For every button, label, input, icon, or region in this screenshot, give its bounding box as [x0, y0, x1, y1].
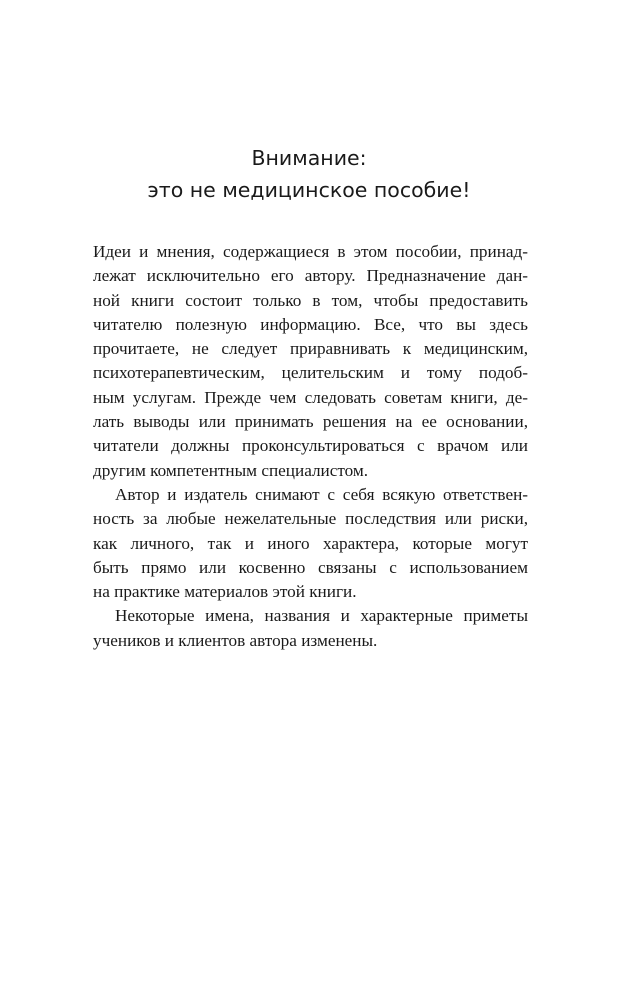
text-line: читатели должны проконсультироваться с врачом или — [93, 436, 528, 456]
text-line: прочитаете, не следует приравнивать к медицинским, — [93, 339, 528, 359]
disclaimer-body — [93, 240, 528, 653]
text-line: ным услугам. Прежде чем следовать советам книги, де- — [93, 387, 528, 407]
text-line: как личного, так и иного характера, которые могут — [93, 533, 528, 553]
text-line: учеников и клиентов автора изменены. — [93, 630, 378, 650]
text-line: ность за любые нежелательные последствия или риски, — [93, 509, 528, 529]
text-line: психотерапевтическим, целительским и тому подоб- — [93, 363, 528, 383]
text-line: быть прямо или косвенно связаны с использованием — [93, 557, 528, 577]
text-line: Некоторые имена, названия и характерные приметы — [115, 606, 528, 626]
text-line: лать выводы или принимать решения на ее основании, — [93, 412, 528, 432]
text-line: лежат исключительно его автору. Предназначение дан- — [93, 266, 528, 286]
heading-line-2: это не медицинское пособие! — [147, 178, 471, 202]
text-line: Автор и издатель снимают с себя всякую ответствен- — [115, 484, 528, 504]
paragraph-3 — [93, 604, 528, 653]
text-line: на практике материалов этой книги. — [93, 582, 357, 602]
paragraph-1 — [93, 240, 528, 483]
text-line: другим компетентным специалистом. — [93, 460, 369, 480]
heading-line-1: Внимание: — [251, 146, 367, 170]
text-line: Идеи и мнения, содержащиеся в этом пособии, принад- — [93, 242, 528, 261]
page-heading — [0, 142, 618, 206]
text-line: читателю полезную информацию. Все, что вы здесь — [93, 314, 528, 334]
paragraph-2 — [93, 483, 528, 604]
text-line: ной книги состоит только в том, чтобы предоставить — [93, 290, 528, 310]
